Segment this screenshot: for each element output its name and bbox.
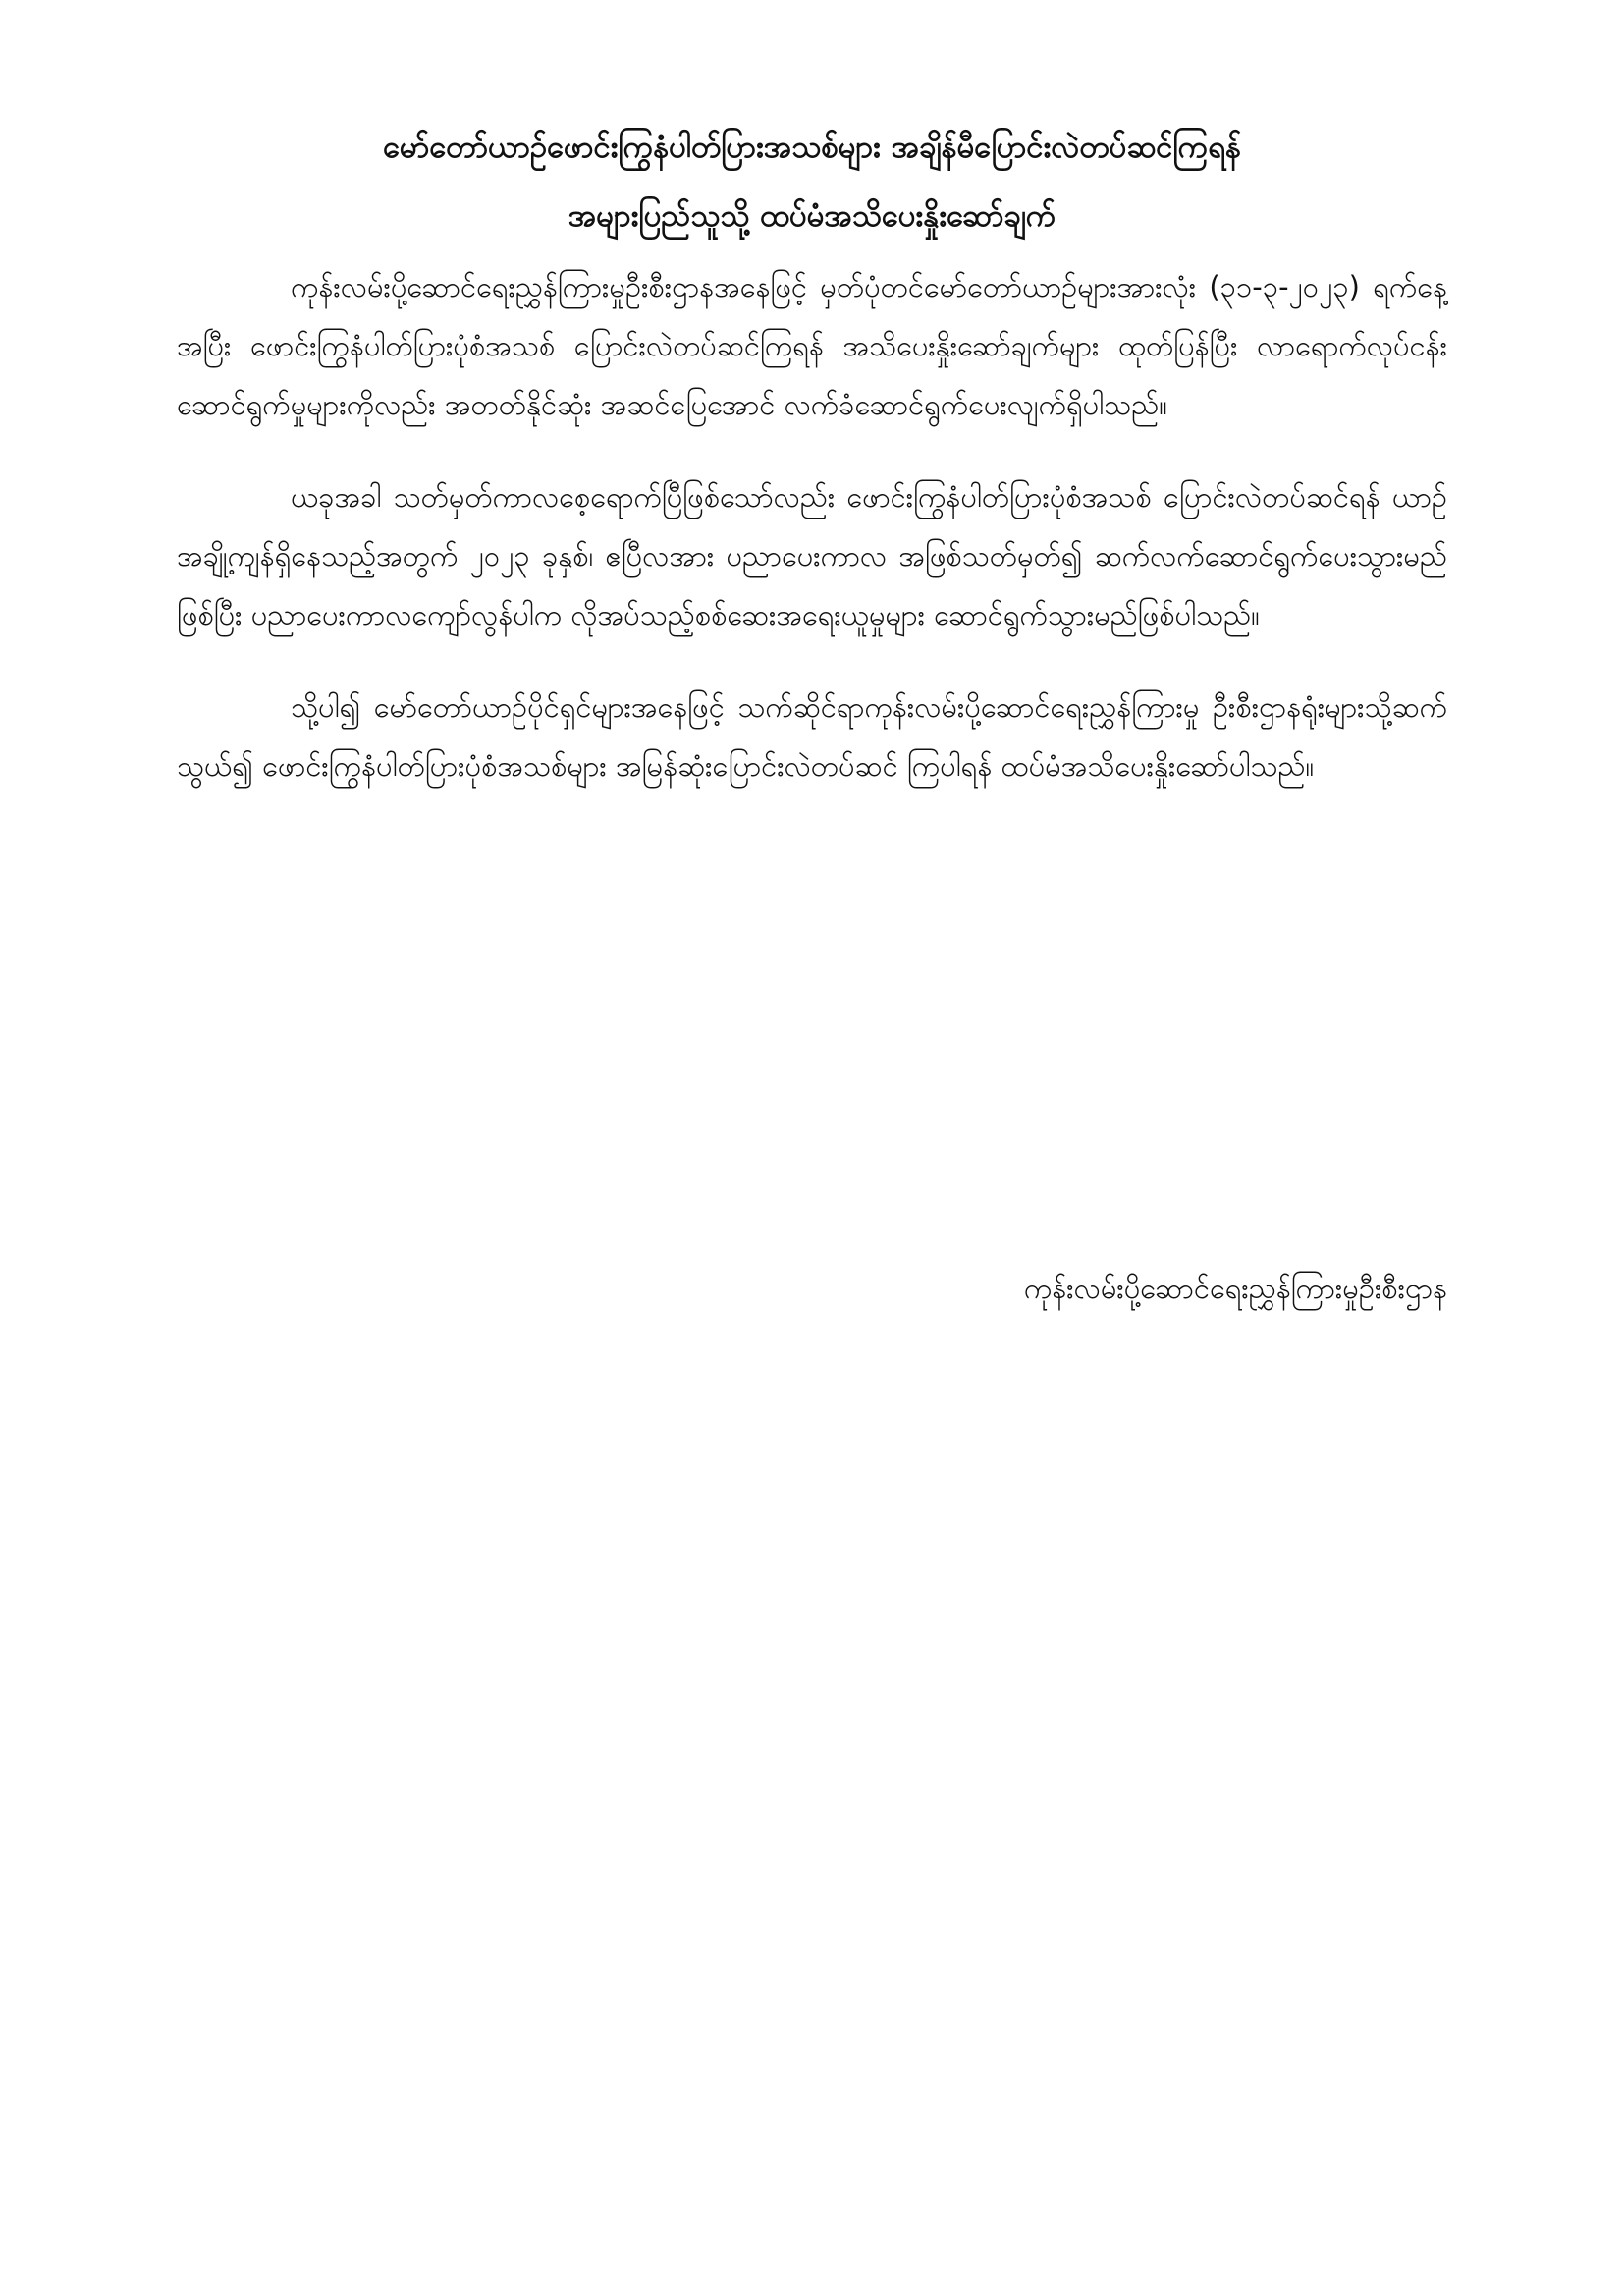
document-title xyxy=(177,126,1447,238)
paragraph-2: ယခုအခါ သတ်မှတ်ကာလစေ့ရောက်ပြီဖြစ်သော်လည်း ဖောင်းကြွနံပါတ်ပြားပုံစံအသစ် ပြောင်းလဲတပ်ဆင်ရန် ယာဉ်အချို့ကျန်ရှိနေသည့်အတွက် ၂၀၂၃ ခုနှစ်၊ ဧပြီလအား ပညာပေးကာလ အဖြစ်သတ်မှတ်၍ ဆက်လက်ဆောင်ရွက်ပေးသွားမည်ဖြစ်ပြီး ပညာပေးကာလကျော်လွန်ပါက လိုအပ်သည့်စစ်ဆေးအရေးယူမှုများ ဆောင်ရွက်သွားမည်ဖြစ်ပါသည်။ xyxy=(177,480,1447,631)
signature: ကုန်းလမ်းပို့ဆောင်ရေးညွှန်ကြားမှုဦးစီးဌာန xyxy=(1023,1272,1447,1305)
document-body xyxy=(177,257,1447,829)
title-line-1: မော်တော်ယာဉ်ဖောင်းကြွနံပါတ်ပြားအသစ်များ အချိန်မီပြောင်းလဲတပ်ဆင်ကြရန် xyxy=(383,130,1241,165)
paragraph-3: သို့ပါ၍ မော်တော်ယာဉ်ပိုင်ရှင်များအနေဖြင့် သက်ဆိုင်ရာကုန်းလမ်းပို့ဆောင်ရေးညွှန်ကြားမှု ဦးစီးဌာနရုံးများသို့ဆက်သွယ်၍ ဖောင်းကြွနံပါတ်ပြားပုံစံအသစ်များ အမြန်ဆုံးပြောင်းလဲတပ်ဆင် ကြပါရန် ထပ်မံအသိပေးနှိုးဆော်ပါသည်။ xyxy=(177,690,1447,783)
title-line-2: အများပြည်သူသို့ ထပ်မံအသိပေးနှိုးဆော်ချက် xyxy=(568,198,1056,234)
paragraph-1: ကုန်းလမ်းပို့ဆောင်ရေးညွှန်ကြားမှုဦးစီးဌာနအနေဖြင့် မှတ်ပုံတင်မော်တော်ယာဉ်များအားလုံး (၃၁-၃-၂၀၂၃) ရက်နေ့အပြီး ဖောင်းကြွနံပါတ်ပြားပုံစံအသစ် ပြောင်းလဲတပ်ဆင်ကြရန် အသိပေးနှိုးဆော်ချက်များ ထုတ်ပြန်ပြီး လာရောက်လုပ်ငန်းဆောင်ရွက်မှုများကိုလည်း အတတ်နိုင်ဆုံး အဆင်ပြေအောင် လက်ခံဆောင်ရွက်ပေးလျက်ရှိပါသည်။ xyxy=(177,270,1447,421)
